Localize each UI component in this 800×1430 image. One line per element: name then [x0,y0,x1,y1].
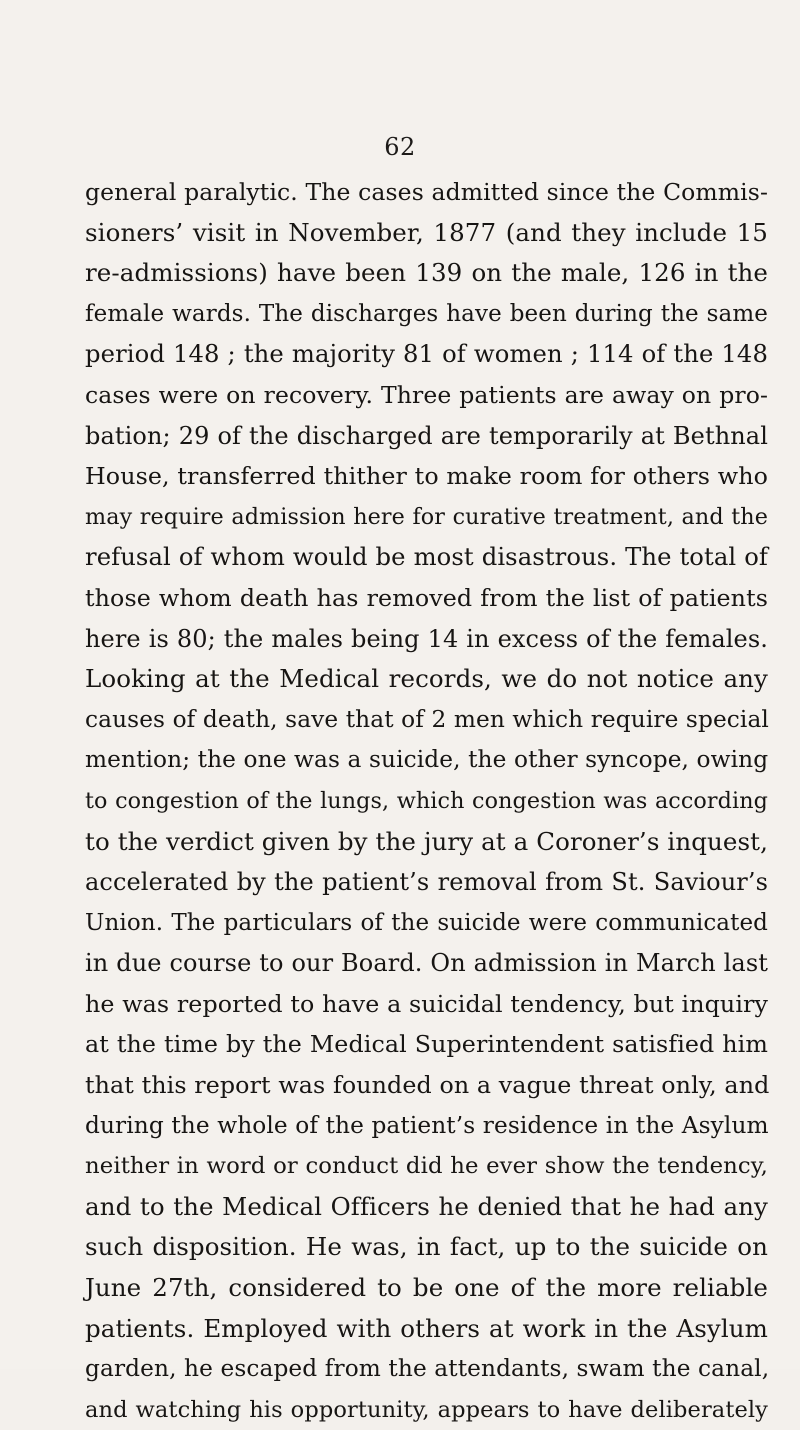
text-line: at the time by the Medical Superintendent satisfied him [85,1030,768,1059]
text-line: neither in word or conduct did he ever show the tendency, [85,1153,768,1180]
text-line: sioners’ visit in November, 1877 (and they include 15 [85,217,768,247]
text-line: June 27th, considered to be one of the more reliable [85,1273,768,1303]
text-line: re-admissions) have been 139 on the male, 126 in the [85,258,768,288]
text-line: House, transferred thither to make room for others who [85,462,768,491]
text-line: Union. The particulars of the suicide were communicated [85,909,768,936]
text-line: female wards. The discharges have been during the same [85,300,768,327]
text-line: to the verdict given by the jury at a Coroner’s inquest, [85,826,768,856]
text-line: that this report was founded on a vague threat only, and [85,1071,770,1100]
text-line: those whom death has removed from the list of patients [85,583,768,612]
text-line: garden, he escaped from the attendants, swam the canal, [85,1355,770,1383]
text-line: he was reported to have a suicidal tendency, but inquiry [85,989,768,1018]
text-line: general paralytic. The cases admitted since the Commis- [85,178,768,206]
text-line: here is 80; the males being 14 in excess of the females. [85,624,768,653]
text-line: bation; 29 of the discharged are temporarily at Bethnal [85,421,768,450]
text-line: mention; the one was a suicide, the other syncope, owing [85,746,769,774]
text-line: patients. Employed with others at work in the Asylum [85,1313,768,1343]
text-line: during the whole of the patient’s residence in the Asylum [85,1111,769,1139]
text-line: and watching his opportunity, appears to have deliberately [85,1396,768,1423]
text-line: accelerated by the patient’s removal from St. Saviour’s [85,868,768,897]
text-line: period 148 ; the majority 81 of women ; 114 of the 148 [85,339,768,369]
page-number: 62 [384,133,416,161]
text-line: such disposition. He was, in fact, up to the suicide on [85,1232,768,1262]
body-paragraph [85,172,768,1430]
text-line: and to the Medical Officers he denied that he had any [85,1191,768,1221]
text-line: in due course to our Board. On admission in March last [85,949,768,978]
text-line: Looking at the Medical records, we do not notice any [85,664,768,694]
text-line: cases were on recovery. Three patients are away on pro- [85,380,768,409]
text-line: refusal of whom would be most disastrous. The total of [85,542,768,572]
text-line: to congestion of the lungs, which congestion was according [85,787,768,814]
text-line: may require admission here for curative treatment, and the [85,503,768,530]
text-line: causes of death, save that of 2 men which require special [85,705,769,733]
